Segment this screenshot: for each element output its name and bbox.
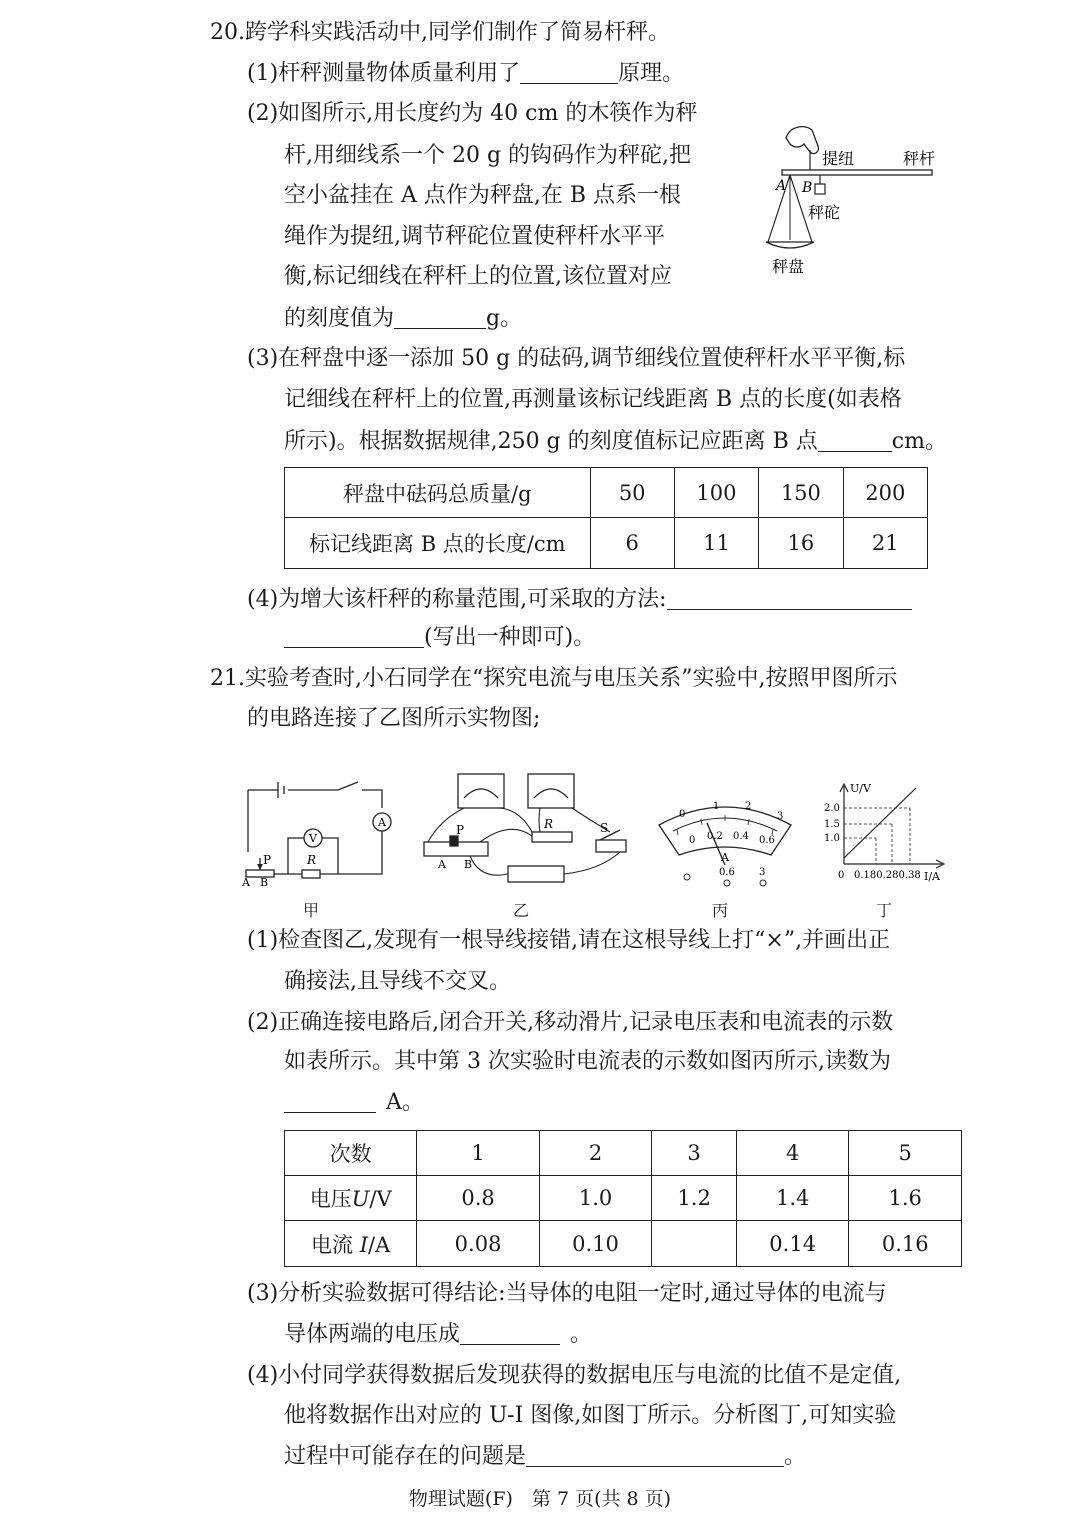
q20-table-cell: 16 (759, 518, 843, 569)
switch-device (596, 840, 626, 852)
q21-part4-end: 。 (784, 1444, 807, 1469)
q20-part1 (247, 59, 684, 89)
switch-label: S (600, 821, 609, 835)
dial-top-3: 3 (777, 811, 784, 822)
end-a-label: A (438, 858, 446, 871)
q21-table-cell: 0.08 (417, 1221, 539, 1267)
q20-part4-line2 (284, 623, 595, 653)
end-b-label: B (464, 858, 473, 871)
q20-table-cell: 11 (674, 518, 758, 569)
q21-part4-line3 (284, 1442, 806, 1472)
q20-table-cell: 6 (590, 518, 674, 569)
hand-icon (786, 127, 818, 154)
voltmeter-label: V (309, 832, 317, 845)
dial-unit: A (721, 851, 729, 864)
dial-bottom-2: 0.4 (733, 831, 749, 842)
x-axis-label: I/A (924, 870, 940, 883)
q21-part3-text: 导体两端的电压成 (284, 1322, 461, 1347)
y-axis-label: U/V (850, 782, 871, 795)
q20-part4-blank-2[interactable] (284, 625, 424, 648)
q21-part3-blank[interactable] (460, 1322, 560, 1345)
current-unit: /A (368, 1232, 391, 1257)
voltage-label: 电压 (309, 1187, 352, 1211)
q21-table-header: 次数 (285, 1131, 417, 1176)
counterweight (815, 184, 825, 194)
q20-table-cell: 50 (590, 468, 674, 518)
q20-part4-end: (写出一种即可)。 (424, 625, 596, 650)
end-b-label: B (260, 876, 269, 888)
q21-part2-line3 (284, 1088, 424, 1118)
q20-part4-blank-1[interactable] (667, 587, 912, 610)
ammeter-label: A (378, 816, 386, 829)
q20-part1-text: (1)杆秤测量物体质量利用了 (247, 61, 521, 86)
dial-top-0: 0 (679, 809, 686, 820)
label-chenggan: 秤杆 (903, 149, 936, 168)
voltage-unit: /V (369, 1187, 392, 1211)
q21-table-header: 3 (652, 1131, 737, 1176)
q20-part2-unit: g。 (486, 306, 523, 331)
current-symbol: I (359, 1232, 369, 1257)
q20-stem: 20.跨学科实践活动中,同学们制作了简易杆秤。 (210, 20, 670, 45)
steelyard-rod (782, 170, 932, 175)
q21-table-row-voltage (285, 1176, 417, 1221)
q20-part3-blank[interactable] (818, 429, 892, 452)
q21-part3-line1: (3)分析实验数据可得结论:当导体的电阻一定时,通过导体的电流与 (247, 1281, 887, 1306)
q21-part2-line2: 如表所示。其中第 3 次实验时电流表的示数如图丙所示,读数为 (284, 1049, 891, 1074)
q21-part1-line2: 确接法,且导线不交叉。 (284, 969, 511, 994)
q20-part4-text: (4)为增大该杆秤的称量范围,可采取的方法: (247, 587, 667, 612)
dial-bottom-3: 0.6 (759, 835, 775, 846)
u-i-graph-ding (822, 780, 947, 890)
q20-part3-line3 (284, 427, 947, 457)
q20-table-cell: 21 (843, 518, 927, 569)
caption-bing: 丙 (712, 901, 729, 920)
q21-part3-end: 。 (570, 1322, 593, 1347)
q21-table-cell-empty[interactable] (652, 1221, 737, 1267)
q21-part4-blank[interactable] (526, 1444, 784, 1467)
label-chengpan: 秤盘 (772, 257, 805, 276)
resistor-device (532, 832, 572, 842)
dial-bottom-0: 0 (689, 835, 696, 846)
caption-ding: 丁 (876, 901, 893, 920)
q21-table-cell: 1.0 (539, 1176, 652, 1221)
q20-part2-text: 的刻度值为 (284, 306, 395, 331)
label-point-b: B (802, 180, 813, 196)
q20-table-cell: 200 (843, 468, 927, 518)
q20-part2-line5: 衡,标记细线在秤杆上的位置,该位置对应 (284, 264, 672, 289)
q20-part2-line6 (284, 304, 522, 334)
caption-jia: 甲 (303, 901, 320, 920)
q20-part1-blank[interactable] (520, 61, 618, 84)
y-tick-2-0: 2.0 (824, 803, 840, 814)
dial-top-1: 1 (713, 801, 720, 812)
q20-part3-line1: (3)在秤盘中逐一添加 50 g 的砝码,调节细线位置使秤杆水平平衡,标 (247, 346, 906, 371)
current-label: 电流 (311, 1232, 360, 1257)
q20-part2-line2: 杆,用细线系一个 20 g 的钩码作为秤砣,把 (284, 143, 692, 168)
q21-part1-line1: (1)检查图乙,发现有一根导线接错,请在这根导线上打“×”,并画出正 (247, 928, 891, 953)
q21-table-cell: 0.14 (736, 1221, 849, 1267)
label-chengtuo: 秤砣 (808, 203, 841, 222)
y-tick-1-5: 1.5 (824, 819, 840, 830)
q21-part3-line2 (284, 1320, 592, 1350)
x-ticks: 0.180.280.38 (854, 870, 921, 881)
q20-part2-blank[interactable] (394, 306, 486, 329)
q20-part1-end: 原理。 (618, 61, 685, 86)
q21-table-cell: 0.8 (417, 1176, 539, 1221)
q21-part4-line2: 他将数据作出对应的 U-I 图像,如图丁所示。分析图丁,可知实验 (284, 1403, 897, 1428)
steelyard-figure (760, 120, 950, 280)
resistor-label: R (544, 817, 554, 831)
q20-part2-line4: 绳作为提纽,调节秤砣位置使秤杆水平平 (284, 224, 665, 249)
voltage-symbol: U (351, 1187, 370, 1211)
q21-stem-line1: 21.实验考查时,小石同学在“探究电流与电压关系”实验中,按照甲图所示 (210, 666, 898, 691)
caption-yi: 乙 (513, 901, 530, 920)
q20-part4-line1 (247, 585, 912, 615)
q21-table-cell: 1.2 (652, 1176, 737, 1221)
dial-top-2: 2 (745, 801, 752, 812)
q21-table-header: 1 (417, 1131, 539, 1176)
q20-table-header-distance: 标记线距离 B 点的长度/cm (285, 518, 591, 569)
y-tick-1-0: 1.0 (824, 833, 840, 844)
q20-part3-line2: 记细线在秤杆上的位置,再测量该标记线距离 B 点的长度(如表格 (284, 387, 902, 412)
dial-bottom-1: 0.2 (707, 831, 723, 842)
wiring-photo-yi (420, 770, 635, 895)
q20-part3-text: 所示)。根据数据规律,250 g 的刻度值标记应距离 B 点 (284, 429, 818, 454)
q21-table-cell: 1.4 (736, 1176, 849, 1221)
resistor-symbol (302, 870, 320, 878)
q21-part2-line1: (2)正确连接电路后,闭合开关,移动滑片,记录电压表和电流表的示数 (247, 1010, 894, 1035)
q20-part2-line3: 空小盆挂在 A 点作为秤盘,在 B 点系一根 (284, 183, 682, 208)
u-i-line (844, 788, 916, 858)
circuit-diagram-jia (238, 778, 398, 888)
q20-table-header-mass: 秤盘中砝码总质量/g (285, 468, 591, 518)
q21-table-header: 5 (849, 1131, 962, 1176)
q21-table-header: 2 (539, 1131, 652, 1176)
q21-table-cell: 0.16 (849, 1221, 962, 1267)
q21-table-row-current (285, 1221, 417, 1267)
terminal-3: 3 (759, 867, 766, 878)
scale-pan (766, 242, 814, 248)
q20-data-table (284, 467, 928, 569)
slider-label: P (263, 853, 272, 867)
ammeter-device (528, 774, 574, 808)
ammeter-dial-bing (655, 795, 795, 905)
q20-part2-line1: (2)如图所示,用长度约为 40 cm 的木筷作为秤 (247, 101, 698, 126)
origin-label: 0 (838, 870, 845, 881)
q20-table-cell: 150 (759, 468, 843, 518)
voltmeter-device (458, 774, 504, 808)
q21-table-header: 4 (736, 1131, 849, 1176)
q21-part4-line1: (4)小付同学获得数据后发现获得的数据电压与电流的比值不是定值, (247, 1363, 902, 1388)
q20-part3-unit: cm。 (891, 429, 947, 454)
q20-table-cell: 100 (674, 468, 758, 518)
page-footer: 物理试题(F) 第 7 页(共 8 页) (408, 1488, 672, 1510)
q21-table-cell: 1.6 (849, 1176, 962, 1221)
label-tiniu: 提纽 (822, 149, 855, 168)
end-a-label: A (242, 876, 250, 888)
q21-part4-text: 过程中可能存在的问题是 (284, 1444, 527, 1469)
q21-part2-unit: A。 (386, 1090, 424, 1115)
q21-data-table (284, 1130, 962, 1267)
battery-box (508, 866, 564, 882)
terminal-0-6: 0.6 (719, 867, 735, 878)
q21-stem-line2: 的电路连接了乙图所示实物图; (247, 706, 541, 731)
q21-part2-blank[interactable] (284, 1090, 376, 1113)
label-point-a: A (776, 178, 787, 194)
resistor-label: R (307, 853, 317, 867)
slider-label: P (456, 823, 465, 837)
q21-table-cell: 0.10 (539, 1221, 652, 1267)
